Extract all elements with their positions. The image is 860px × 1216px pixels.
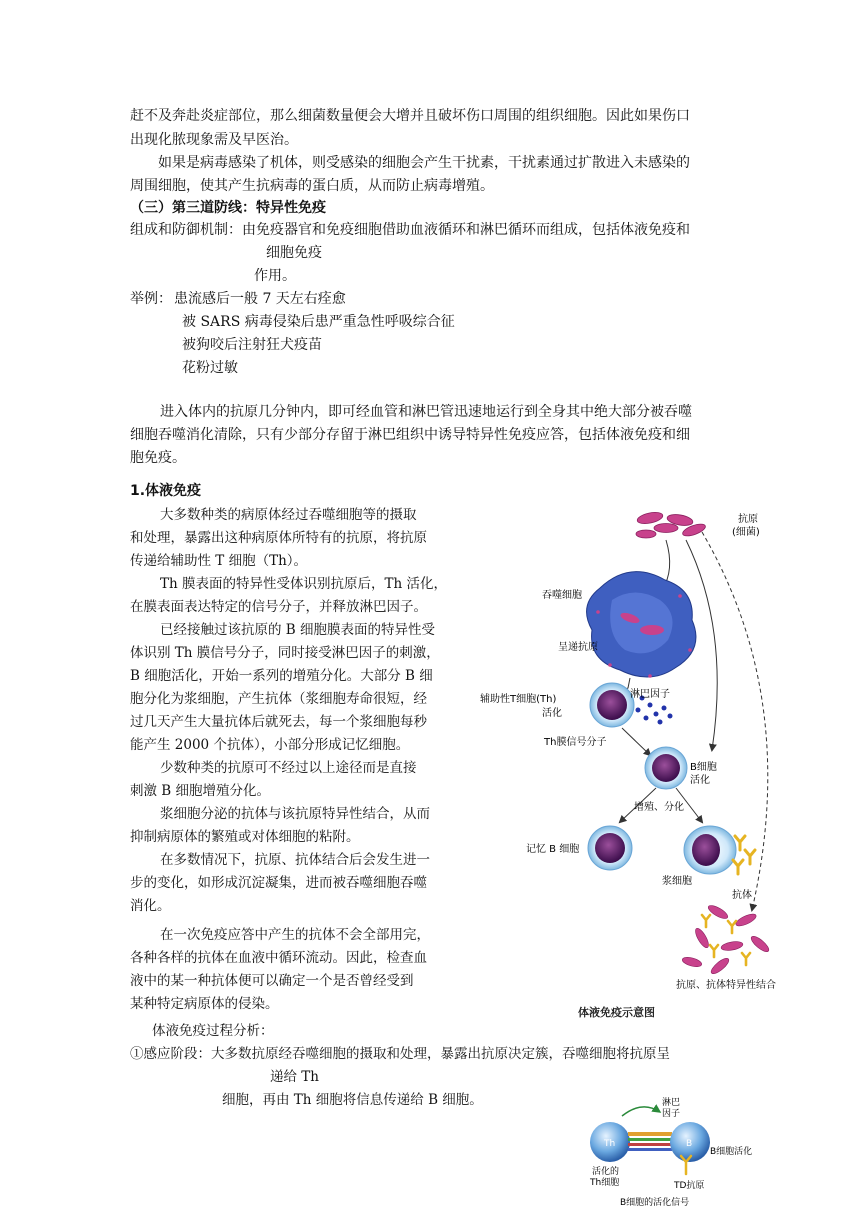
humoral-line: 已经接触过该抗原的 B 细胞膜表面的特异性受 (160, 622, 436, 638)
humoral-line: 某种特定病原体的侵染。 (130, 996, 279, 1012)
b-cell-label: B细胞 (690, 762, 717, 773)
lymphokine-label: 淋巴因子 (630, 689, 670, 700)
b-activation-label: B细胞活化 (710, 1147, 753, 1157)
th-signal-label: Th膜信号分子 (544, 737, 607, 748)
intro-line-3: 如果是病毒感染了机体，则受感染的细胞会产生干扰素，干扰素通过扩散进入未感染的 (158, 155, 690, 171)
intro-line-2: 出现化脓现象需及早医治。 (130, 132, 298, 148)
humoral-line: 抑制病原体的繁殖或对体细胞的粘附。 (130, 829, 360, 845)
composition-line-3: 作用。 (254, 268, 296, 284)
para-line-3: 胞免疫。 (130, 450, 186, 466)
receptor-bridge (628, 1132, 672, 1151)
humoral-line: 液中的某一种抗体便可以确定一个是否曾经受到 (130, 973, 414, 989)
humoral-line: 刺激 B 细胞增殖分化。 (130, 783, 271, 799)
phagocyte-label: 吞噬细胞 (542, 590, 582, 601)
b-label: B (686, 1139, 693, 1149)
antibody-label: 抗体 (732, 890, 752, 901)
lymph-label: 淋巴 (662, 1098, 681, 1108)
humoral-line: 各种各样的抗体在血液中循环流动。因此，检查血 (130, 950, 427, 966)
humoral-line: 体识别 Th 膜信号分子，同时接受淋巴因子的刺激， (130, 645, 440, 661)
analysis-step1-c: 细胞，再由 Th 细胞将信息传递给 B 细胞。 (222, 1092, 483, 1108)
humoral-line: 在多数情况下，抗原、抗体结合后会发生进一 (160, 852, 430, 868)
td-antigen-label: TD抗原 (674, 1181, 705, 1191)
intro-line-1: 赶不及奔赴炎症部位，那么细菌数量便会大增并且破坏伤口周围的组织细胞。因此如果伤口 (130, 108, 690, 124)
th-cell-icon (590, 683, 634, 727)
composition-line-2: 细胞免疫 (266, 245, 322, 261)
binding-label: 抗原、抗体特异性结合 (676, 980, 776, 991)
example-item: 患流感后一般 7 天左右痊愈 (174, 291, 346, 307)
example-item: 被狗咬后注射狂犬疫苗 (182, 337, 322, 353)
example-item: 花粉过敏 (182, 360, 238, 376)
example-item: 被 SARS 病毒侵染后患严重急性呼吸综合征 (182, 314, 455, 330)
intro-line-4: 周围细胞，使其产生抗病毒的蛋白质，从而防止病毒增殖。 (130, 178, 494, 194)
plasma-cell-icon (684, 826, 736, 874)
humoral-line: B 细胞活化，开始一系列的增殖分化。大部分 B 细 (130, 668, 433, 684)
bacteria-icon (636, 510, 707, 538)
humoral-diagram (470, 500, 800, 1000)
antigen-sub-label: (细菌) (732, 527, 760, 538)
phagocyte-icon (587, 572, 696, 678)
prolif-label: 增殖、分化 (634, 802, 684, 813)
plasma-label: 浆细胞 (662, 876, 692, 887)
analysis-step1-a: ①感应阶段：大多数抗原经吞噬细胞的摄取和处理，暴露出抗原决定簇，吞噬细胞将抗原呈 (130, 1046, 670, 1062)
humoral-line: 大多数种类的病原体经过吞噬细胞等的摄取 (160, 507, 417, 523)
binding-complex-icon (681, 903, 771, 976)
humoral-line: 消化。 (130, 898, 171, 914)
b-active-label: 活化 (690, 775, 710, 786)
humoral-line: 少数种类的抗原可不经过以上途径而是直接 (160, 760, 417, 776)
th-active-label: 活化 (542, 708, 562, 719)
b-activation-diagram (582, 1096, 778, 1210)
humoral-line: 能产生 2000 个抗体），小部分形成记忆细胞。 (130, 737, 410, 753)
humoral-line: 过几天产生大量抗体后就死去，每一个浆细胞每秒 (130, 714, 427, 730)
b-cell-icon (645, 747, 687, 789)
present-label: 呈递抗原 (558, 642, 598, 653)
humoral-heading: 1.体液免疫 (130, 483, 202, 499)
humoral-line: 传递给辅助性 T 细胞（Th）。 (130, 553, 308, 569)
analysis-step1-b: 递给 Th (270, 1069, 319, 1085)
th-label: Th (604, 1139, 616, 1149)
examples-label: 举例： (130, 291, 172, 307)
humoral-line: 和处理，暴露出这种病原体所特有的抗原，将抗原 (130, 530, 427, 546)
figure1-caption: 体液免疫示意图 (578, 1006, 655, 1019)
th-cell-label: 辅助性T细胞(Th) (480, 694, 557, 705)
memory-b-label: 记忆 B 细胞 (526, 844, 580, 855)
analysis-title: 体液免疫过程分析： (152, 1023, 274, 1039)
composition-line-1: 组成和防御机制：由免疫器官和免疫细胞借助血液循环和淋巴循环而组成，包括体液免疫和 (130, 222, 690, 238)
activated-th-label: 活化的 (592, 1167, 620, 1177)
antibody-icon (733, 836, 755, 874)
para-line-1: 进入体内的抗原几分钟内，即可经血管和淋巴管迅速地运行到全身其中绝大部分被吞噬 (160, 404, 692, 420)
humoral-line: 在膜表面表达特定的信号分子，并释放淋巴因子。 (130, 599, 427, 615)
figure2-caption: B细胞的活化信号 (620, 1198, 690, 1208)
humoral-line: 胞分化为浆细胞，产生抗体（浆细胞寿命很短，经 (130, 691, 427, 707)
section-heading: （三）第三道防线：特异性免疫 (130, 200, 326, 216)
para-line-2: 细胞吞噬消化清除，只有少部分存留于淋巴组织中诱导特异性免疫应答，包括体液免疫和细 (130, 427, 690, 443)
humoral-line: Th 膜表面的特异性受体识别抗原后，Th 活化， (160, 576, 447, 592)
humoral-line: 浆细胞分泌的抗体与该抗原特异性结合，从而 (160, 806, 430, 822)
humoral-line: 在一次免疫应答中产生的抗体不会全部用完， (160, 927, 430, 943)
antigen-label: 抗原 (738, 514, 758, 525)
humoral-line: 步的变化，如形成沉淀凝集，进而被吞噬细胞吞噬 (130, 875, 427, 891)
lymph-label-2: 因子 (662, 1109, 681, 1119)
activated-th-label-2: Th细胞 (590, 1178, 620, 1188)
memory-b-cell-icon (588, 826, 632, 870)
